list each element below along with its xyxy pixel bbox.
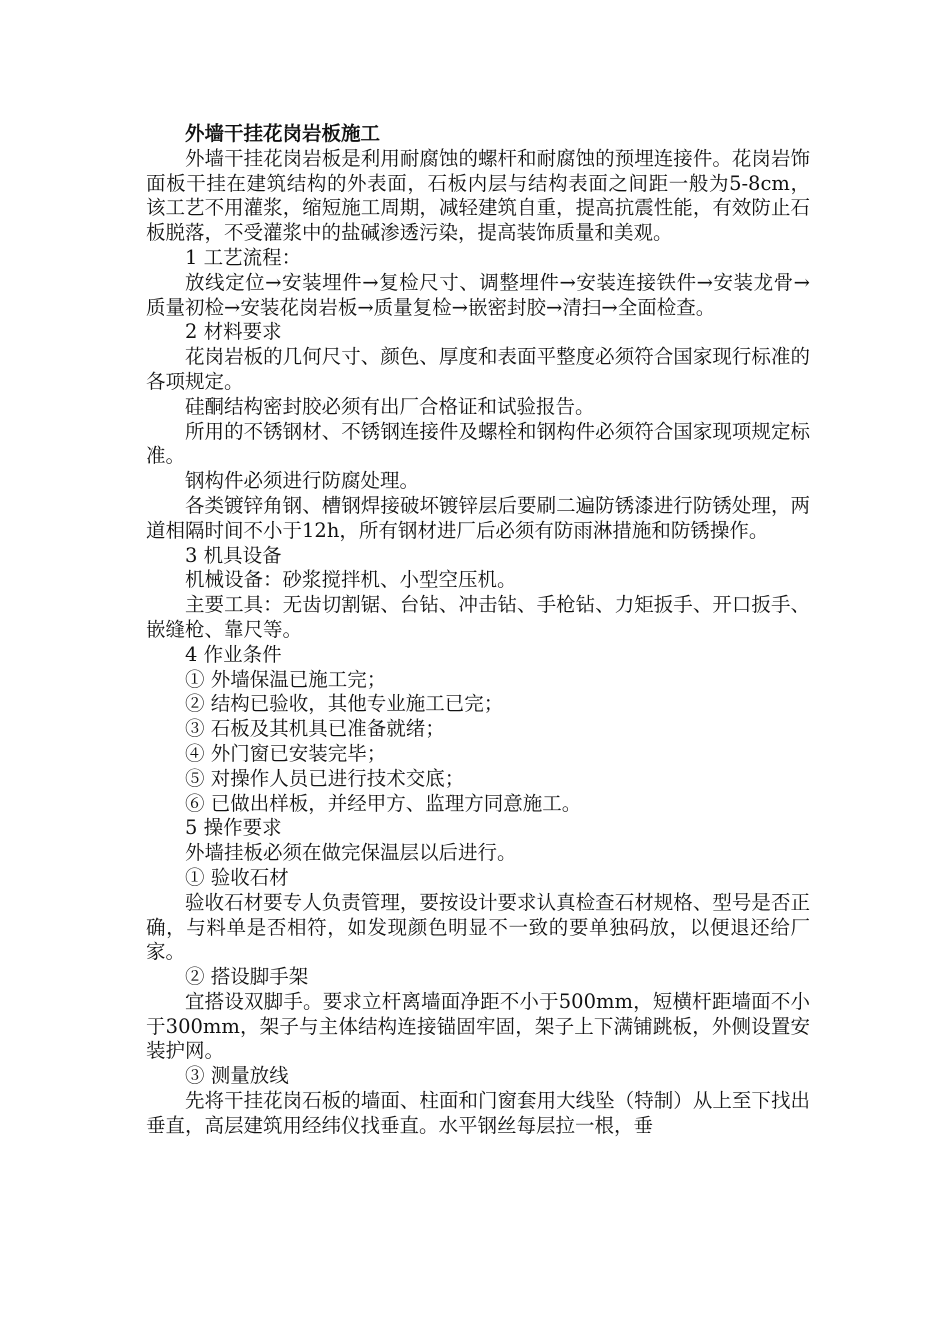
- scaffolding-paragraph: 宜搭设双脚手。要求立杆离墙面净距不小于500mm，短横杆距墙面不小于300mm，架子与主体结构连接锚固牢固，架子上下满铺跳板，外侧设置安装护网。: [146, 989, 810, 1063]
- section-heading-operations: 5 操作要求: [185, 816, 282, 840]
- condition-item: ① 外墙保温已施工完；: [185, 667, 387, 691]
- section-heading-conditions: 4 作业条件: [185, 642, 282, 666]
- subheading-scaffolding: ② 搭设脚手架: [185, 965, 309, 989]
- section-heading-process: 1 工艺流程：: [185, 245, 302, 269]
- condition-item: ⑤ 对操作人员已进行技术交底；: [185, 766, 465, 790]
- subheading-survey: ③ 测量放线: [185, 1064, 289, 1088]
- equipment-tools-paragraph: 主要工具：无齿切割锯、台钻、冲击钻、手枪钻、力矩扳手、开口扳手、嵌缝枪、靠尺等。: [146, 593, 810, 641]
- subheading-inspect-stone: ① 验收石材: [185, 865, 289, 889]
- equipment-machines-paragraph: 机械设备：砂浆搅拌机、小型空压机。: [185, 568, 517, 592]
- operations-intro-paragraph: 外墙挂板必须在做完保温层以后进行。: [185, 841, 517, 865]
- section-heading-materials: 2 材料要求: [185, 320, 282, 344]
- condition-item: ④ 外门窗已安装完毕；: [185, 741, 387, 765]
- condition-item: ③ 石板及其机具已准备就绪；: [185, 717, 445, 741]
- materials-paragraph-galvanized: 各类镀锌角钢、槽钢焊接破坏镀锌层后要刷二遍防锈漆进行防锈处理，两道相隔时间不小于12h，所有钢材进厂后必须有防雨淋措施和防锈操作。: [146, 493, 810, 542]
- process-flow-paragraph: 放线定位→安装埋件→复检尺寸、调整埋件→安装连接铁件→安装龙骨→质量初检→安装花岗岩板→质量复检→嵌密封胶→清扫→全面检查。: [146, 270, 810, 319]
- survey-paragraph: 先将干挂花岗石板的墙面、柱面和门窗套用大线坠（特制）从上至下找出垂直，高层建筑用经纬仪找垂直。水平钢丝每层拉一根，垂: [146, 1089, 810, 1137]
- materials-paragraph-anticorrosion: 钢构件必须进行防腐处理。: [185, 469, 420, 493]
- condition-item: ⑥ 已做出样板，并经甲方、监理方同意施工。: [185, 791, 582, 815]
- intro-paragraph: 外墙干挂花岗岩板是利用耐腐蚀的螺杆和耐腐蚀的预埋连接件。花岗岩饰面板干挂在建筑结构的外表面，石板内层与结构表面之间距一般为5-8cm，该工艺不用灌浆，缩短施工周期，减轻建筑自重，提高抗震性能，有效防止石板脱落，不受灌浆中的盐碱渗透污染，提高装饰质量和美观。: [146, 146, 810, 245]
- materials-paragraph-sealant: 硅酮结构密封胶必须有出厂合格证和试验报告。: [185, 394, 595, 418]
- condition-item: ② 结构已验收，其他专业施工已完；: [185, 692, 504, 716]
- section-heading-equipment: 3 机具设备: [185, 543, 282, 567]
- document-title: 外墙干挂花岗岩板施工: [185, 122, 381, 145]
- materials-paragraph-granite: 花岗岩板的几何尺寸、颜色、厚度和表面平整度必须符合国家现行标准的各项规定。: [146, 345, 810, 393]
- document-page: [146, 122, 810, 1139]
- inspect-stone-paragraph: 验收石材要专人负责管理，要按设计要求认真检查石材规格、型号是否正确，与料单是否相符，如发现颜色明显不一致的要单独码放，以便退还给厂家。: [146, 890, 810, 964]
- materials-paragraph-steel: 所用的不锈钢材、不锈钢连接件及螺栓和钢构件必须符合国家现项规定标准。: [146, 419, 810, 468]
